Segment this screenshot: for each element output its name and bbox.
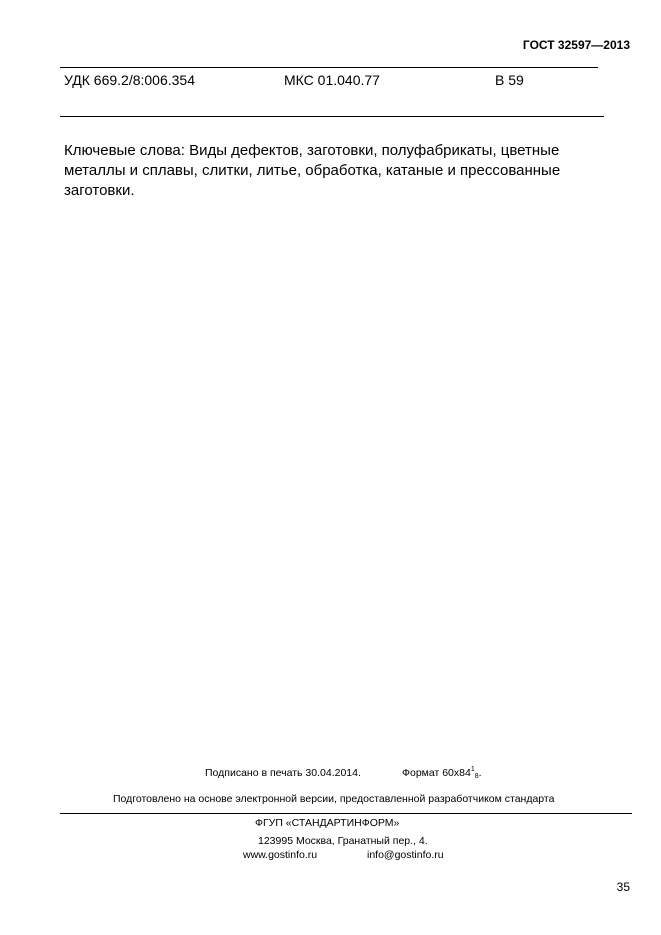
email-link[interactable]: info@gostinfo.ru bbox=[367, 849, 444, 861]
imprint-divider bbox=[60, 813, 632, 814]
publisher-name: ФГУП «СТАНДАРТИНФОРМ» bbox=[255, 817, 400, 829]
group-code: В 59 bbox=[495, 72, 524, 88]
mks-code: МКС 01.040.77 bbox=[284, 72, 380, 88]
publisher-address: 123995 Москва, Гранатный пер., 4. bbox=[258, 835, 428, 847]
prepared-note: Подготовлено на основе электронной версии, предоставленной разработчиком стандарта bbox=[113, 793, 555, 805]
top-divider bbox=[60, 67, 598, 68]
format-denominator: 8 bbox=[474, 773, 479, 780]
udk-code: УДК 669.2/8:006.354 bbox=[64, 72, 195, 88]
format-suffix: . bbox=[478, 767, 482, 779]
keywords-paragraph: Ключевые слова: Виды дефектов, заготовки, полуфабрикаты, цветные металлы и сплавы, слитки, литье, обработка, катаные и прессованные заготовки. bbox=[64, 142, 561, 199]
print-format bbox=[402, 767, 482, 779]
format-numerator: 1 bbox=[470, 766, 475, 773]
website-link[interactable]: www.gostinfo.ru bbox=[243, 849, 318, 861]
page-number: 35 bbox=[616, 880, 630, 894]
signed-date: Подписано в печать 30.04.2014. bbox=[205, 767, 361, 779]
standard-number: ГОСТ 32597—2013 bbox=[522, 38, 630, 52]
format-label: Формат 60х84 bbox=[402, 767, 471, 779]
classification-divider bbox=[60, 116, 604, 117]
